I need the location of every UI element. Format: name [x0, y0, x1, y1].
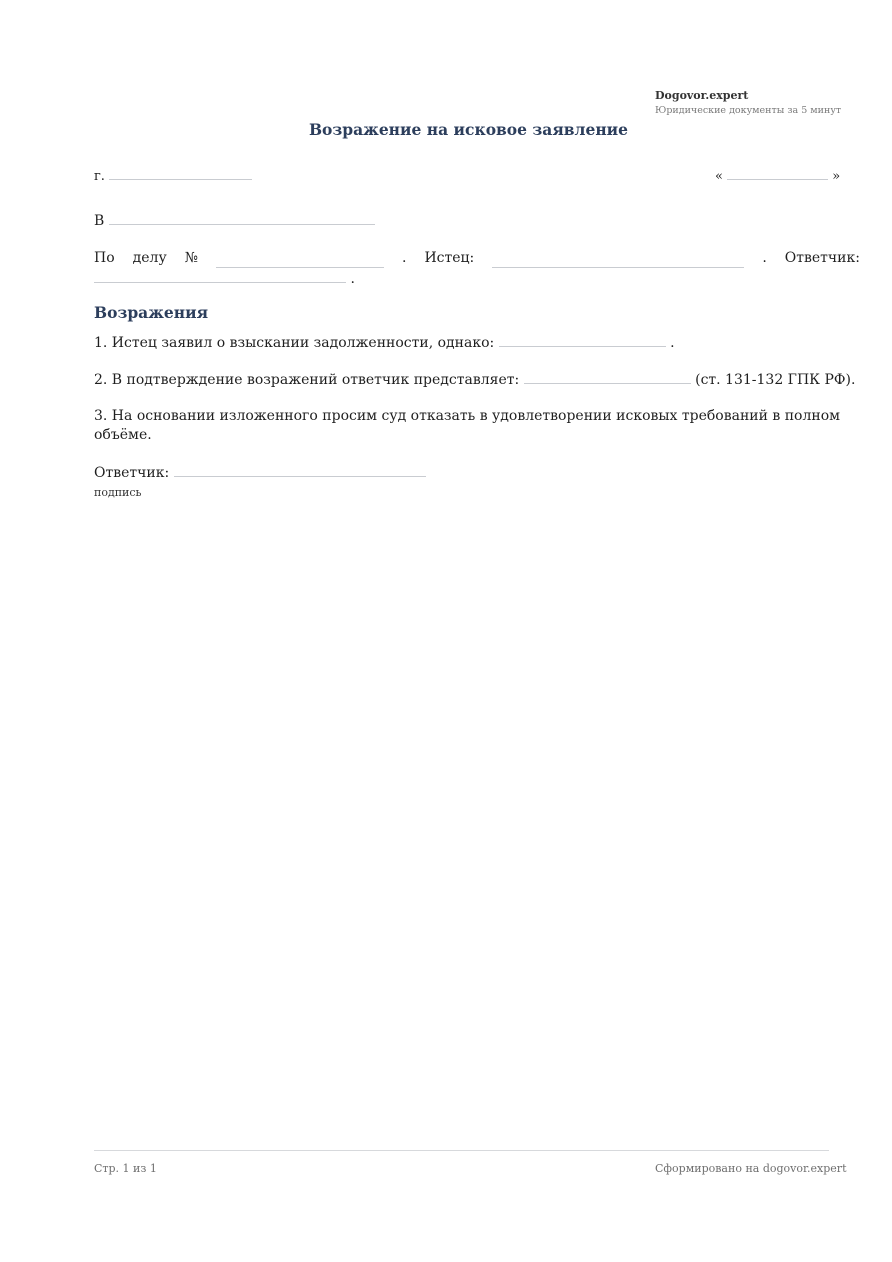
item1-text: 1. Истец заявил о взыскании задолженности, однако:	[94, 335, 495, 351]
court-line	[94, 211, 375, 231]
objection-item-1	[94, 333, 675, 353]
case-end-dot: .	[350, 271, 355, 287]
city-prefix: г.	[94, 169, 105, 184]
section-heading: Возражения	[94, 303, 209, 322]
date-open-quote: «	[715, 169, 723, 184]
item1-end: .	[670, 335, 675, 351]
brand-block	[655, 89, 841, 118]
objection-item-2	[94, 370, 855, 390]
signature-caption: подпись	[94, 486, 142, 499]
date-line	[715, 167, 840, 187]
case-number-blank	[216, 267, 384, 268]
item2-blank	[524, 383, 691, 384]
brand-tagline: Юридические документы за 5 минут	[655, 105, 842, 116]
date-close-quote: »	[832, 169, 841, 184]
plaintiff-blank	[492, 267, 744, 268]
generated-note: Сформировано на dogovor.expert	[655, 1162, 847, 1175]
date-blank	[727, 179, 828, 180]
brand-name: Dogovor.expert	[655, 89, 749, 102]
case-line	[94, 248, 860, 268]
signature-line	[94, 463, 426, 483]
city-blank	[109, 179, 252, 180]
case-word-delu: делу	[132, 250, 167, 266]
city-line	[94, 167, 252, 187]
item2-text: 2. В подтверждение возражений ответчик представляет:	[94, 372, 520, 388]
signature-label: Ответчик:	[94, 465, 170, 481]
court-blank	[109, 224, 375, 225]
objection-item-3: 3. На основании изложенного просим суд отказать в удовлетворении исковых требований в полном объёме.	[94, 408, 841, 443]
footer-divider	[94, 1150, 829, 1151]
document-title: Возражение на исковое заявление	[308, 120, 629, 139]
defendant-label: Ответчик:	[784, 250, 860, 266]
defendant-blank	[94, 282, 346, 283]
case-word-po: По	[94, 250, 115, 266]
plaintiff-label: Истец:	[424, 250, 475, 266]
case-dot-2: .	[762, 250, 767, 266]
item1-blank	[499, 346, 666, 347]
item2-end: (ст. 131-132 ГПК РФ).	[695, 372, 856, 388]
case-word-number-sign: №	[184, 250, 198, 266]
court-prefix: В	[94, 213, 105, 229]
defendant-line	[94, 269, 355, 289]
signature-blank	[174, 476, 426, 477]
page-number: Стр. 1 из 1	[94, 1162, 157, 1175]
case-dot-1: .	[402, 250, 407, 266]
